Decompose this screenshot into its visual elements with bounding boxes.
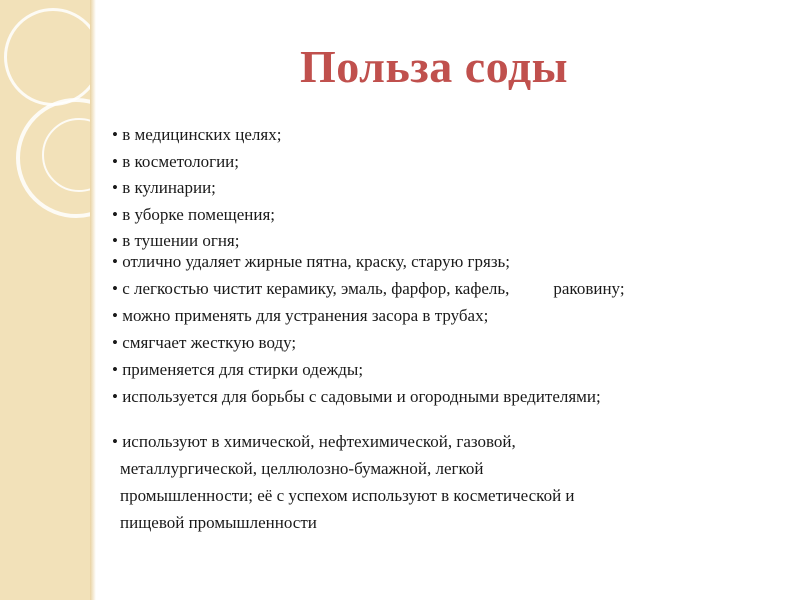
list-item [112,122,412,149]
paragraph-line: промышленности; её с успехом используют в косметической и [120,486,575,505]
paragraph-line: металлургической, целлюлозно-бумажной, легкой [120,459,484,478]
bullet-icon: • [112,178,118,197]
list-item [112,202,412,229]
list-item [112,356,792,383]
list-item [112,248,792,275]
paragraph-line: пищевой промышленности [120,513,317,532]
decorative-band-edge [90,0,96,600]
bullet-icon: • [112,231,118,250]
list-item-tail: раковину; [553,279,625,298]
list-item [112,275,792,302]
list-item [112,329,792,356]
list-item-text: в косметологии; [122,151,240,171]
bullet-icon: • [112,306,118,325]
decorative-side-band [0,0,90,600]
properties-list [112,248,792,410]
list-item [112,302,792,329]
paragraph-text: используют в химической, нефтехимической, газовой, [122,432,516,451]
industry-paragraph [112,428,752,536]
list-item [112,149,412,176]
uses-list [112,122,412,255]
list-item-text: можно применять для устранения засора в трубах; [122,306,489,325]
bullet-icon: • [112,387,118,406]
list-item-text: отлично удаляет жирные пятна, краску, старую грязь; [122,252,511,271]
decorative-ring [4,8,90,106]
list-item-text: с легкостью чистит керамику, эмаль, фарфор, кафель, [122,279,510,298]
list-item-text: смягчает жесткую воду; [122,333,297,352]
list-item-text: в медицинских целях; [122,125,282,144]
paragraph-line [112,428,752,455]
list-item [112,383,792,410]
list-item-text: в кулинарии; [122,178,216,197]
slide-title: Польза соды [300,41,569,92]
bullet-icon: • [112,279,118,298]
bullet-icon: • [112,252,118,271]
bullet-icon: • [112,360,118,379]
list-item-text: применяется для стирки одежды; [122,360,364,379]
bullet-icon: • [112,151,118,171]
list-item-text: в уборке помещения; [122,204,275,224]
list-item-text: используется для борьбы с садовыми и огородными вредителями; [122,387,601,406]
bullet-icon: • [112,333,118,352]
bullet-icon: • [112,125,118,144]
list-item [112,175,412,202]
bullet-icon: • [112,204,118,224]
list-item-text: в тушении огня; [122,231,240,250]
bullet-icon: • [112,432,118,451]
